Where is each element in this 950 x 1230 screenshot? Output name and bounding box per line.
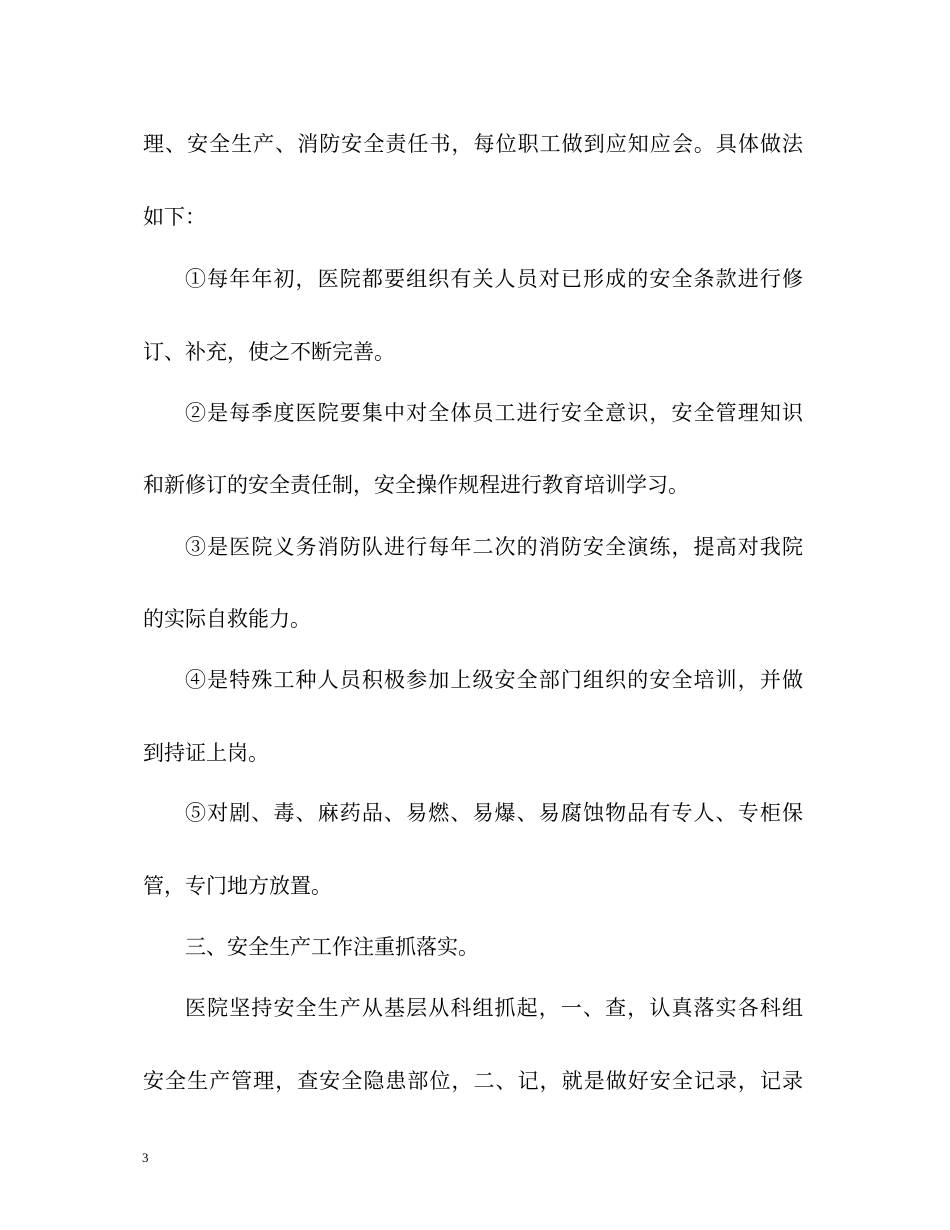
text-line: ②是每季度医院要集中对全体员工进行安全意识，安全管理知识 — [185, 401, 803, 425]
text-line: ④是特殊工种人员积极参加上级安全部门组织的安全培训，并做 — [185, 668, 803, 692]
text-line: 订、补充，使之不断完善。 — [143, 340, 395, 364]
text-line: 管，专门地方放置。 — [143, 874, 332, 898]
section-heading: 三、安全生产工作注重抓落实。 — [185, 935, 479, 959]
text-line: ⑤对剧、毒、麻药品、易燃、易爆、易腐蚀物品有专人、专柜保 — [185, 801, 803, 825]
text-line: 安全生产管理，查安全隐患部位，二、记，就是做好安全记录，记录 — [143, 1069, 803, 1093]
page-number: 3 — [142, 1150, 149, 1165]
text-line: ①每年年初，医院都要组织有关人员对已形成的安全条款进行修 — [185, 267, 803, 291]
text-line: 如下： — [143, 205, 206, 229]
text-line: 到持证上岗。 — [143, 741, 269, 765]
text-line: 医院坚持安全生产从基层从科组抓起，一、查，认真落实各科组 — [185, 996, 803, 1020]
text-line: ③是医院义务消防队进行每年二次的消防安全演练，提高对我院 — [185, 535, 803, 559]
text-line: 的实际自救能力。 — [143, 607, 311, 631]
text-line: 和新修订的安全责任制，安全操作规程进行教育培训学习。 — [143, 473, 689, 497]
text-line: 理、安全生产、消防安全责任书，每位职工做到应知应会。具体做法 — [143, 132, 803, 156]
